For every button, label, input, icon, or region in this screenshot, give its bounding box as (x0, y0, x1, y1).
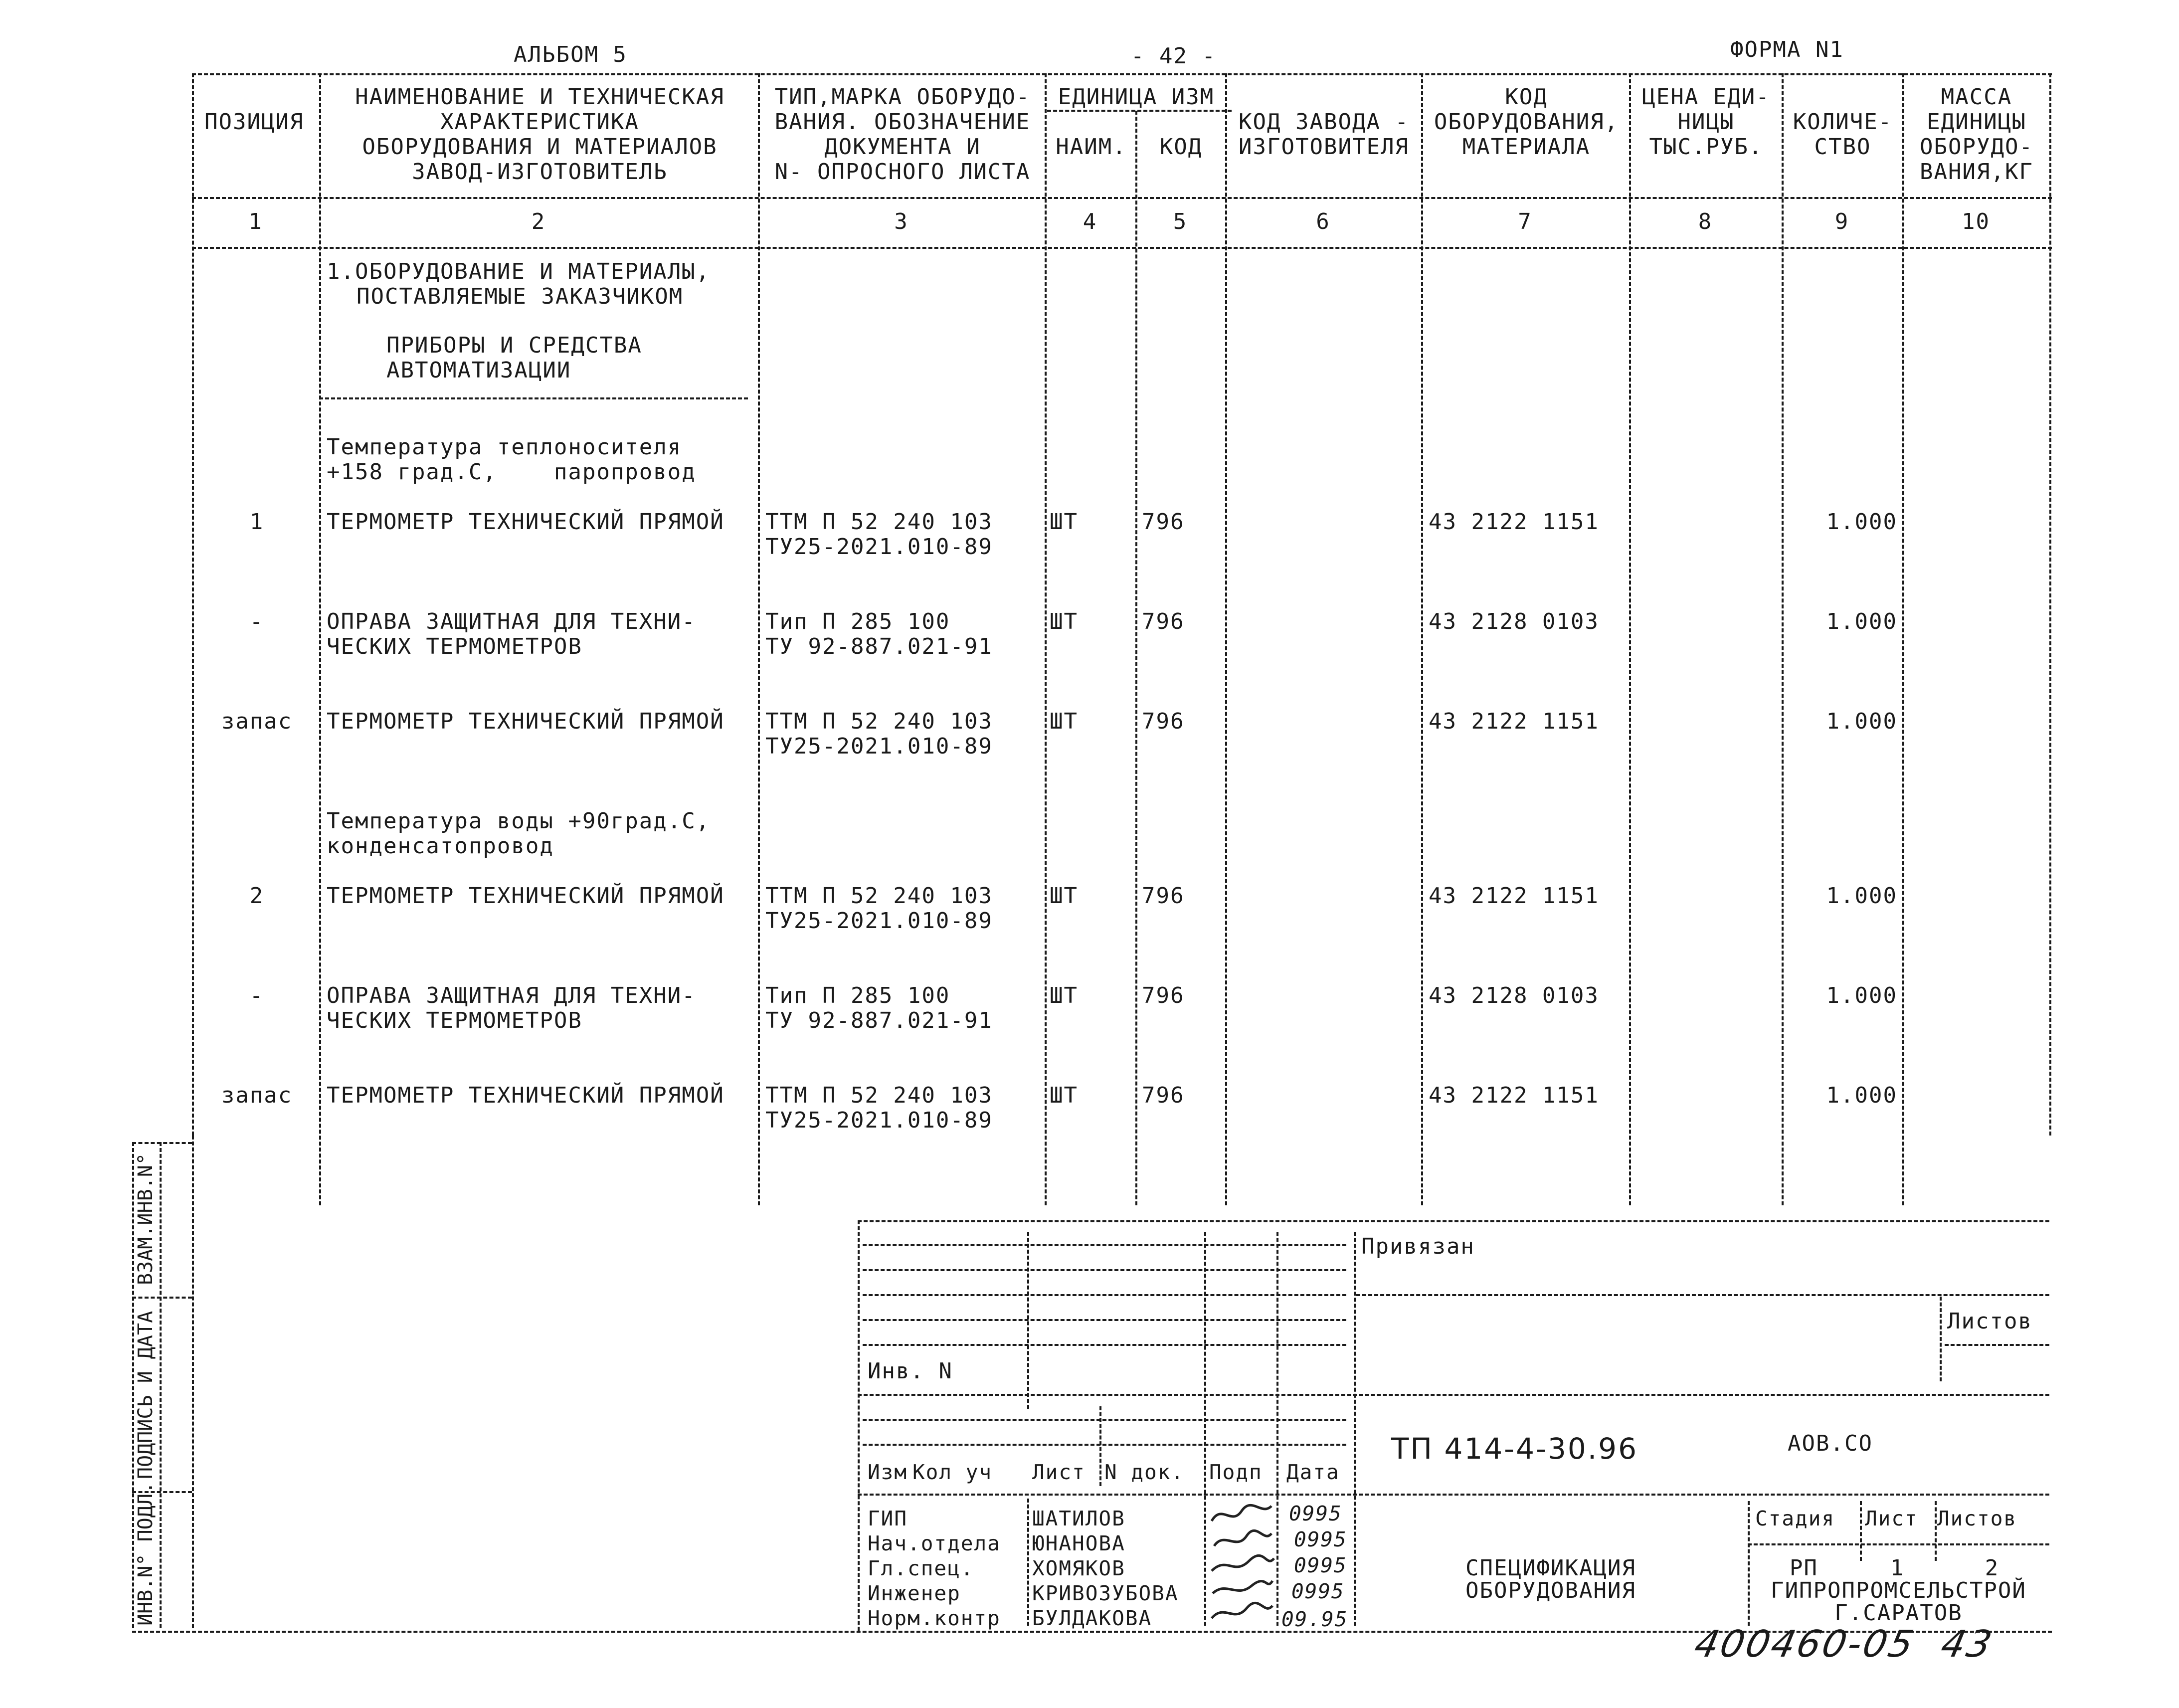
stamp-v-3 (1204, 1232, 1206, 1626)
group-title-2a: Температура воды +90град.С, (327, 808, 711, 834)
stamp-role: Нач.отдела (868, 1531, 1001, 1555)
row-unit-code: 796 (1142, 1083, 1185, 1108)
stamp-h-1 (863, 1244, 1346, 1246)
stamp-date: 0995 (1294, 1553, 1347, 1577)
stamp-list-val: 1 (1890, 1555, 1905, 1581)
col-header-unit-name: НАИМ. (1056, 134, 1127, 160)
row-name: ТЕРМОМЕТР ТЕХНИЧЕСКИЙ ПРЯМОЙ (327, 509, 725, 535)
group-title-1a: Температура теплоносителя (327, 434, 682, 460)
section-subtitle-2: АВТОМАТИЗАЦИИ (386, 358, 571, 383)
stamp-date: 0995 (1291, 1579, 1345, 1603)
stamp-role: ГИП (868, 1507, 908, 1530)
stamp-stadiya-val: РП (1790, 1555, 1818, 1581)
col-header-name-4: ЗАВОД-ИЗГОТОВИТЕЛЬ (412, 159, 668, 185)
row-pos: запас (221, 1083, 293, 1108)
row-code: 43 2128 0103 (1429, 609, 1599, 634)
row-name: ОПРАВА ЗАЩИТНАЯ ДЛЯ ТЕХНИ- (327, 609, 696, 634)
col-header-mass-1: МАССА (1941, 84, 2012, 110)
col-header-unit: ЕДИНИЦА ИЗМ (1058, 84, 1215, 110)
col-header-plant-2: ИЗГОТОВИТЕЛЯ (1239, 134, 1409, 160)
stamp-privyazan: Привязан (1361, 1234, 1475, 1259)
stamp-person: ШАТИЛОВ (1032, 1507, 1125, 1530)
row-qty: 1.000 (1826, 709, 1897, 734)
album-label: АЛЬБОМ 5 (514, 42, 627, 67)
col-header-plant-1: КОД ЗАВОДА - (1239, 109, 1409, 135)
stamp-city: Г.САРАТОВ (1834, 1600, 1963, 1626)
stamp-h-9 (863, 1419, 1346, 1421)
col-header-qty-2: СТВО (1814, 134, 1871, 160)
row-unit: ШТ (1050, 509, 1078, 535)
stamp-v-2 (1099, 1406, 1101, 1486)
row-name-cont: ЧЕСКИХ ТЕРМОМЕТРОВ (327, 634, 582, 659)
col-header-mass-2: ЕДИНИЦЫ (1927, 109, 2026, 135)
stamp-stadiya: Стадия (1755, 1507, 1835, 1530)
row-unit: ШТ (1050, 709, 1078, 734)
col-header-position: ПОЗИЦИЯ (204, 109, 304, 135)
row-name: ТЕРМОМЕТР ТЕХНИЧЕСКИЙ ПРЯМОЙ (327, 1083, 725, 1108)
stamp-h-4 (1356, 1294, 2049, 1296)
row-name: ТЕРМОМЕТР ТЕХНИЧЕСКИЙ ПРЯМОЙ (327, 709, 725, 734)
col-number-7: 7 (1518, 209, 1532, 234)
stamp-v-6 (1027, 1499, 1029, 1626)
col-number-9: 9 (1834, 209, 1849, 234)
row-qty: 1.000 (1826, 609, 1897, 634)
col-header-type-2: ВАНИЯ. ОБОЗНАЧЕНИЕ (774, 109, 1031, 135)
row-name: ТЕРМОМЕТР ТЕХНИЧЕСКИЙ ПРЯМОЙ (327, 883, 725, 909)
row-type-doc: ТУ25-2021.010-89 (765, 734, 993, 759)
col-number-5: 5 (1173, 209, 1188, 234)
col-divider-7 (1629, 73, 1631, 1205)
col-divider-3 (1045, 73, 1047, 1205)
col-number-8: 8 (1698, 209, 1713, 234)
col-border-right (2049, 73, 2051, 1136)
stamp-h-8 (858, 1394, 2049, 1396)
stamp-org: ГИПРОПРОМСЕЛЬСТРОЙ (1771, 1578, 2026, 1603)
section-divider (319, 397, 748, 399)
stamp-h-6 (863, 1344, 1346, 1346)
col-header-name-1: НАИМЕНОВАНИЕ И ТЕХНИЧЕСКАЯ (355, 84, 725, 110)
col-number-6: 6 (1316, 209, 1330, 234)
table-top-border (192, 73, 2052, 75)
stamp-date: 0995 (1289, 1502, 1342, 1525)
stamp-h-10 (863, 1444, 1346, 1446)
stamp-podp: Подп (1209, 1460, 1263, 1484)
stamp-left-border (858, 1220, 860, 1631)
stamp-person: ЮНАНОВА (1032, 1531, 1125, 1555)
col-number-4: 4 (1083, 209, 1097, 234)
col-header-price-3: ТЫС.РУБ. (1649, 134, 1763, 160)
margin-podpis: ПОДПИСЬ И ДАТА (134, 1311, 157, 1480)
margin-line-2 (160, 1142, 162, 1628)
row-qty: 1.000 (1826, 883, 1897, 909)
row-unit: ШТ (1050, 609, 1078, 634)
unit-divider (1047, 110, 1232, 112)
section-title-2: ПОСТАВЛЯЕМЫЕ ЗАКАЗЧИКОМ (357, 284, 684, 309)
stamp-title-2: ОБОРУДОВАНИЯ (1465, 1578, 1636, 1603)
row-code: 43 2122 1151 (1429, 509, 1599, 535)
stamp-list: Лист (1032, 1460, 1086, 1484)
row-code: 43 2122 1151 (1429, 709, 1599, 734)
stamp-person: БУЛДАКОВА (1032, 1606, 1152, 1630)
row-code: 43 2122 1151 (1429, 1083, 1599, 1108)
stamp-data: Дата (1286, 1460, 1340, 1484)
row-pos: - (249, 609, 264, 634)
col-header-code-3: МАТЕРИАЛА (1462, 134, 1591, 160)
col-header-qty-1: КОЛИЧЕ- (1793, 109, 1893, 135)
row-pos: - (249, 983, 264, 1008)
row-type: Тип П 285 100 (765, 983, 950, 1008)
row-type: ТТМ П 52 240 103 (765, 1083, 993, 1108)
col-header-price-1: ЦЕНА ЕДИ- (1642, 84, 1770, 110)
stamp-listov-top: Листов (1947, 1309, 2032, 1334)
stamp-h-11 (858, 1494, 2049, 1496)
row-unit: ШТ (1050, 983, 1078, 1008)
row-type-doc: ТУ25-2021.010-89 (765, 908, 993, 934)
section-title-1: 1.ОБОРУДОВАНИЕ И МАТЕРИАЛЫ, (327, 259, 711, 284)
stamp-h-12 (1748, 1543, 2049, 1545)
row-qty: 1.000 (1826, 1083, 1897, 1108)
stamp-v-5 (1354, 1232, 1356, 1626)
stamp-v-4 (1276, 1232, 1278, 1626)
row-pos: запас (221, 709, 293, 734)
col-header-type-3: ДОКУМЕНТА И (824, 134, 981, 160)
col-number-10: 10 (1962, 209, 1990, 234)
col-header-mass-4: ВАНИЯ,КГ (1920, 159, 2033, 185)
page-number: - 42 - (1131, 43, 1216, 69)
row-pos: 2 (249, 883, 264, 909)
row-type: ТТМ П 52 240 103 (765, 883, 993, 909)
stamp-title-1: СПЕЦИФИКАЦИЯ (1465, 1555, 1636, 1581)
col-header-type-1: ТИП,МАРКА ОБОРУДО- (774, 84, 1031, 110)
stamp-date: 09.95 (1281, 1607, 1348, 1631)
stamp-role: Норм.контр (868, 1606, 1001, 1630)
stamp-listov2: Листов (1937, 1507, 2017, 1530)
row-name-cont: ЧЕСКИХ ТЕРМОМЕТРОВ (327, 1008, 582, 1033)
stamp-v-10 (1935, 1501, 1937, 1561)
col-number-2: 2 (531, 209, 546, 234)
row-unit-code: 796 (1142, 609, 1185, 634)
row-type-doc: ТУ25-2021.010-89 (765, 534, 993, 560)
col-header-mass-3: ОБОРУДО- (1920, 134, 2033, 160)
footer-code: 400460-05 43 (1690, 1623, 1997, 1666)
stamp-v-9 (1860, 1501, 1862, 1561)
col-header-unit-code: КОД (1159, 134, 1203, 160)
col-number-1: 1 (248, 209, 263, 234)
stamp-kol-uch: Кол уч (912, 1460, 993, 1484)
row-code: 43 2128 0103 (1429, 983, 1599, 1008)
group-title-1b: +158 град.С, паропровод (327, 459, 696, 485)
stamp-h-5 (863, 1319, 1346, 1321)
col-divider-1 (319, 73, 321, 1205)
row-code: 43 2122 1151 (1429, 883, 1599, 909)
stamp-h-2 (863, 1269, 1346, 1271)
col-header-code-2: ОБОРУДОВАНИЯ, (1434, 109, 1619, 135)
row-pos: 1 (249, 509, 264, 535)
col-divider-9 (1902, 73, 1904, 1205)
stamp-role: Инженер (868, 1581, 961, 1605)
numbers-bottom-border (192, 247, 2052, 249)
stamp-person: КРИВОЗУБОВА (1032, 1581, 1179, 1605)
stamp-n-dok: N док. (1104, 1460, 1185, 1484)
margin-div-2 (132, 1297, 192, 1299)
col-number-3: 3 (894, 209, 908, 234)
stamp-role: Гл.спец. (868, 1556, 974, 1580)
stamp-aob: АОВ.СО (1788, 1431, 1873, 1456)
col-header-name-2: ХАРАКТЕРИСТИКА (440, 109, 639, 135)
signature-scribbles (1207, 1501, 1276, 1628)
group-title-2b: конденсатопровод (327, 833, 554, 859)
col-divider-8 (1782, 73, 1784, 1205)
stamp-izm: Изм (868, 1460, 908, 1484)
row-unit-code: 796 (1142, 709, 1185, 734)
row-unit-code: 796 (1142, 983, 1185, 1008)
stamp-top-border (858, 1220, 2049, 1222)
col-header-price-2: НИЦЫ (1677, 109, 1735, 135)
margin-line-3 (192, 1136, 194, 1628)
stamp-person: ХОМЯКОВ (1032, 1556, 1125, 1580)
row-type-doc: ТУ 92-887.021-91 (765, 634, 993, 659)
stamp-date: 0995 (1294, 1527, 1347, 1551)
row-type: ТТМ П 52 240 103 (765, 709, 993, 734)
section-subtitle-1: ПРИБОРЫ И СРЕДСТВА (386, 333, 642, 358)
col-header-type-4: N- ОПРОСНОГО ЛИСТА (774, 159, 1031, 185)
col-header-code-1: КОД (1505, 84, 1548, 110)
row-name: ОПРАВА ЗАЩИТНАЯ ДЛЯ ТЕХНИ- (327, 983, 696, 1008)
row-unit: ШТ (1050, 883, 1078, 909)
stamp-list2: Лист (1865, 1507, 1918, 1530)
margin-vzam: ВЗАМ.ИНВ.N° (134, 1153, 157, 1286)
col-divider-6 (1421, 73, 1423, 1205)
margin-inv: ИНВ.N° ПОДЛ. (134, 1482, 157, 1626)
col-divider-5 (1225, 73, 1227, 1205)
row-qty: 1.000 (1826, 983, 1897, 1008)
stamp-v-7 (1940, 1297, 1942, 1381)
row-qty: 1.000 (1826, 509, 1897, 535)
header-bottom-border (192, 197, 2052, 199)
row-type: ТТМ П 52 240 103 (765, 509, 993, 535)
col-divider-4 (1135, 111, 1137, 1205)
row-unit: ШТ (1050, 1083, 1078, 1108)
row-unit-code: 796 (1142, 509, 1185, 535)
stamp-h-3 (863, 1294, 1346, 1296)
margin-div-1 (132, 1142, 192, 1144)
row-type-doc: ТУ25-2021.010-89 (765, 1108, 993, 1133)
col-header-name-3: ОБОРУДОВАНИЯ И МАТЕРИАЛОВ (362, 134, 718, 160)
row-unit-code: 796 (1142, 883, 1185, 909)
stamp-listov-val: 2 (1985, 1555, 1999, 1581)
stamp-h-7 (1945, 1344, 2049, 1346)
row-type-doc: ТУ 92-887.021-91 (765, 1008, 993, 1033)
form-label: ФОРМА N1 (1730, 37, 1844, 62)
row-type: Тип П 285 100 (765, 609, 950, 634)
stamp-designation: ТП 414-4-30.96 (1391, 1432, 1638, 1466)
col-divider-2 (758, 73, 760, 1205)
stamp-inv-n: Инв. N (868, 1358, 953, 1384)
